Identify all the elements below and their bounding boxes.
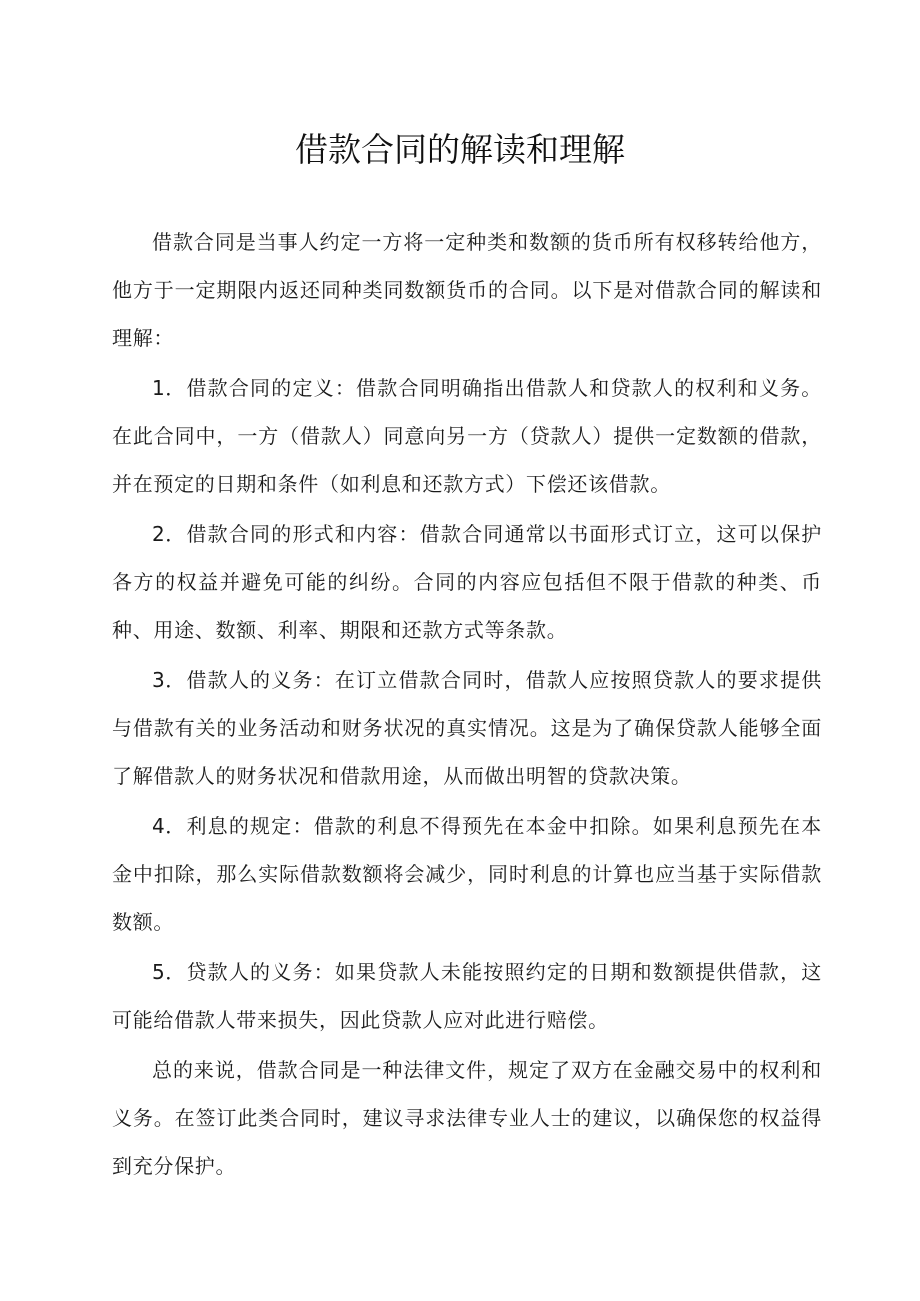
item-text: ．借款合同的形式和内容：借款合同通常以书面形式订立，这可以保护各方的权益并避免可能的纠纷。合同的内容应包括但不限于借款的种类、币种、用途、数额、利率、期限和还款方式等条款。 [112, 522, 822, 642]
item-text: ．借款合同的定义：借款合同明确指出借款人和贷款人的权利和义务。在此合同中，一方（借款人）同意向另一方（贷款人）提供一定数额的借款，并在预定的日期和条件（如利息和还款方式）下偿还该借款。 [112, 376, 822, 496]
item-number: 1 [152, 376, 165, 400]
item-number: 3 [152, 668, 165, 692]
item-text: ．贷款人的义务：如果贷款人未能按照约定的日期和数额提供借款，这可能给借款人带来损失，因此贷款人应对此进行赔偿。 [112, 960, 822, 1032]
document-body [112, 218, 822, 1192]
item-number: 4 [152, 814, 165, 838]
list-item-5 [112, 948, 822, 1044]
list-item-3 [112, 656, 822, 800]
item-number: 2 [152, 522, 165, 546]
item-text: ．借款人的义务：在订立借款合同时，借款人应按照贷款人的要求提供与借款有关的业务活动和财务状况的真实情况。这是为了确保贷款人能够全面了解借款人的财务状况和借款用途，从而做出明智的贷款决策。 [112, 668, 822, 788]
list-item-4 [112, 802, 822, 946]
document-title: 借款合同的解读和理解 [295, 130, 625, 169]
list-item-1 [112, 364, 822, 508]
item-number: 5 [152, 960, 165, 984]
conclusion-paragraph: 总的来说，借款合同是一种法律文件，规定了双方在金融交易中的权利和义务。在签订此类合同时，建议寻求法律专业人士的建议，以确保您的权益得到充分保护。 [112, 1058, 822, 1178]
intro-paragraph: 借款合同是当事人约定一方将一定种类和数额的货币所有权移转给他方，他方于一定期限内返还同种类同数额货币的合同。以下是对借款合同的解读和理解： [112, 230, 822, 350]
item-text: ．利息的规定：借款的利息不得预先在本金中扣除。如果利息预先在本金中扣除，那么实际借款数额将会减少，同时利息的计算也应当基于实际借款数额。 [112, 814, 822, 934]
list-item-2 [112, 510, 822, 654]
